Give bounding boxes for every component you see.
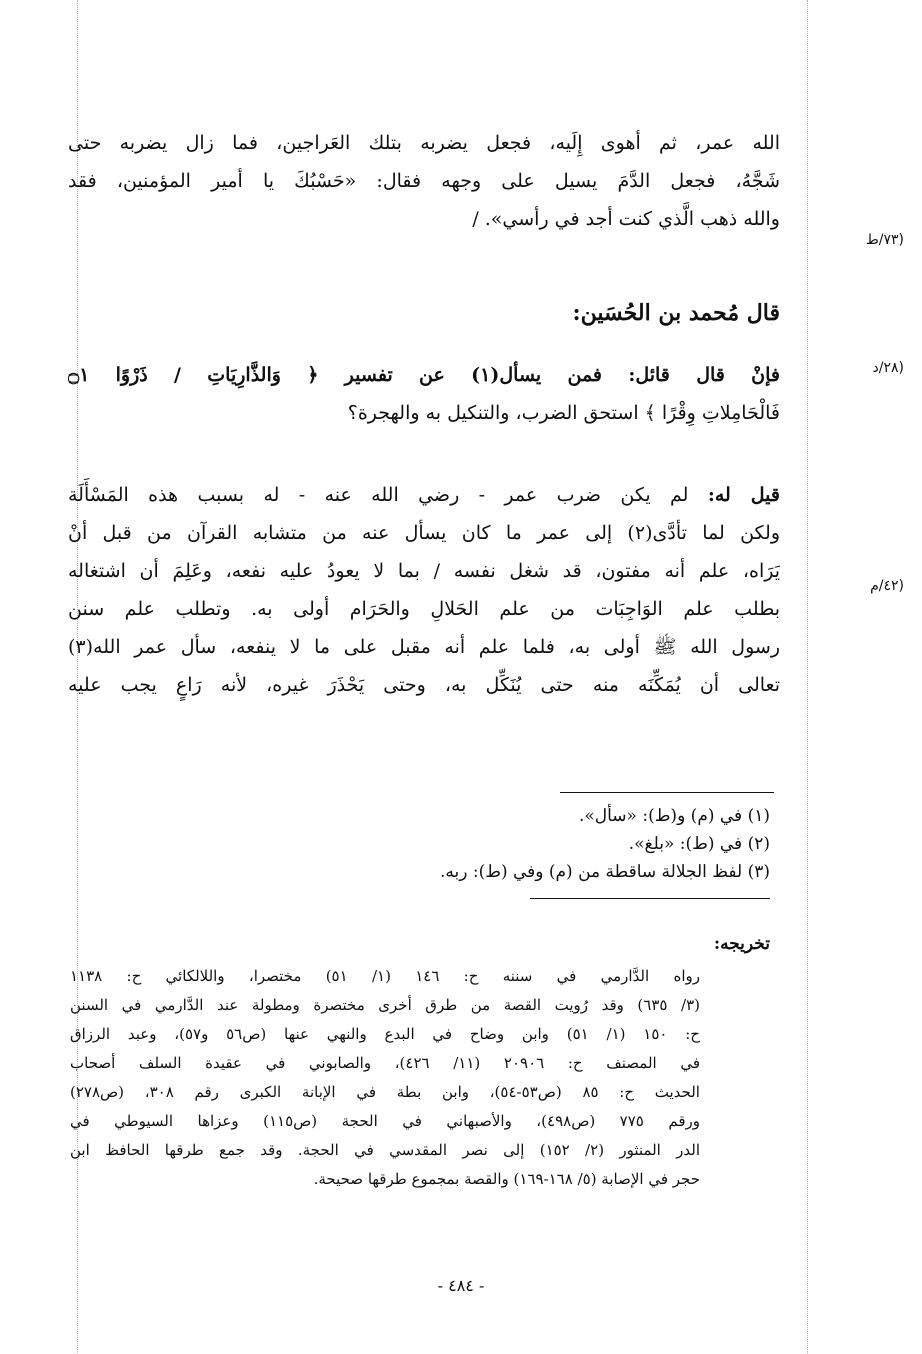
text-line: فإنْ قال قائل: فمن يسأل(١) عن تفسير ﴿ وَالذَّارِيَاتِ / ذَرْوًا ۝١ — [68, 364, 780, 386]
footnote-3: (٣) لفظ الجلالة ساقطة من (م) وفي (ط): ربه. — [440, 862, 770, 882]
section-heading-block — [68, 294, 780, 332]
takhrij-line: حجر في الإصابة (٥/ ١٦٨-١٦٩) والقصة بمجموع طرقها صحيحة. — [313, 1170, 700, 1188]
text-line — [68, 476, 780, 514]
takhrij-line: (٣/ ٦٣٥) وقد رُويت القصة من طرق أخرى مختصرة ومطولة عند الدَّارمي في السنن — [70, 996, 700, 1014]
takhrij-block — [70, 962, 700, 1194]
footnote-separator — [560, 792, 774, 793]
takhrij-line: ح: ١٥٠ (١/ ٥١) وابن وضاح في البدع والنهي عنها (ص٥٦ و٥٧)، وعبد الرزاق — [70, 1025, 700, 1043]
takhrij-title: تخريجه: — [713, 934, 770, 954]
main-paragraph-1 — [68, 124, 780, 238]
takhrij-line: ورقم ٧٧٥ (ص٤٩٨)، والأصبهاني في الحجة (ص١١٥) وعزاها السيوطي في — [70, 1112, 700, 1130]
text-line: ولكن لما تأدَّى(٢) إلى عمر ما كان يسأل عنه من متشابه القرآن من قبل أنْ — [68, 522, 780, 544]
takhrij-line: في المصنف ح: ٢٠٩٠٦ (١١/ ٤٢٦)، والصابوني في عقيدة السلف أصحاب — [70, 1054, 700, 1072]
takhrij-line: الحديث ح: ٨٥ (ص٥٣-٥٤)، وابن بطة في الإبانة الكبرى رقم ٣٠٨، (ص٢٧٨) — [70, 1083, 700, 1101]
text-line: بطلب علم الوَاجِبَات من علم الحَلالِ والحَرَام أولى به. وتطلب علم سنن — [68, 598, 780, 620]
text-line: شَجَّهُ، فجعل الدَّمَ يسيل على وجهه فقال: «حَسْبُكَ يا أمير المؤمنين، فقد — [68, 170, 780, 192]
text-line: تعالى أن يُمَكِّنَه منه حتى يُنَكِّل به، وحتى يَحْذَرَ غيره، لأنه رَاعٍ يجب عليه — [68, 674, 780, 696]
margin-marker-t73: (٧٣/ط — [865, 232, 904, 248]
footnote-2: (٢) في (ط): «بلغ». — [628, 834, 770, 854]
margin-marker-m42: (٤٢/م — [870, 578, 904, 594]
page-number: - ٤٨٤ - — [437, 1276, 485, 1295]
footnote-underline — [530, 898, 770, 899]
takhrij-line: رواه الدَّارمي في سننه ح: ١٤٦ (١/ ٥١) مختصرا، واللالكائي ح: ١١٣٨ — [70, 967, 700, 985]
footnotes — [330, 802, 770, 886]
footnote-1: (١) في (م) و(ط): «سأل». — [578, 806, 770, 826]
main-paragraph-2 — [68, 356, 780, 432]
section-heading: قال مُحمد بن الحُسَين: — [572, 300, 780, 326]
text-fragment: لم يكن ضرب عمر - رضي الله عنه - له بسبب هذه المَسْأَلَة — [68, 484, 689, 506]
text-line: يَرَاه، علم أنه مفتون، قد شغل نفسه / بما لا يعودُ عليه نفعه، وعَلِمَ أن اشتغاله — [68, 560, 780, 582]
takhrij-line: الدر المنثور (٢/ ١٥٢) إلى نصر المقدسي في الحجة. وقد جمع طرقها الحافظ ابن — [70, 1141, 700, 1159]
text-line: رسول الله ﷺ أولى به، فلما علم أنه مقبل على ما لا ينفعه، سأل عمر الله(٣) — [68, 636, 780, 658]
margin-marker-d28: (٢٨/د — [872, 360, 904, 376]
main-paragraph-3 — [68, 476, 780, 704]
text-line: والله ذهب الَّذي كنت أجد في رأسي». / — [472, 208, 780, 230]
text-line: الله عمر، ثم أهوى إِلَيه، فجعل يضربه بتلك العَراجين، فما زال يضربه حتى — [68, 132, 780, 154]
answer-lead: قيل له: — [707, 484, 780, 506]
text-line: فَالْحَامِلاتِ وِقْرًا ﴾ استحق الضرب، والتنكيل به والهجرة؟ — [347, 402, 780, 424]
right-margin-guide — [807, 0, 808, 1354]
